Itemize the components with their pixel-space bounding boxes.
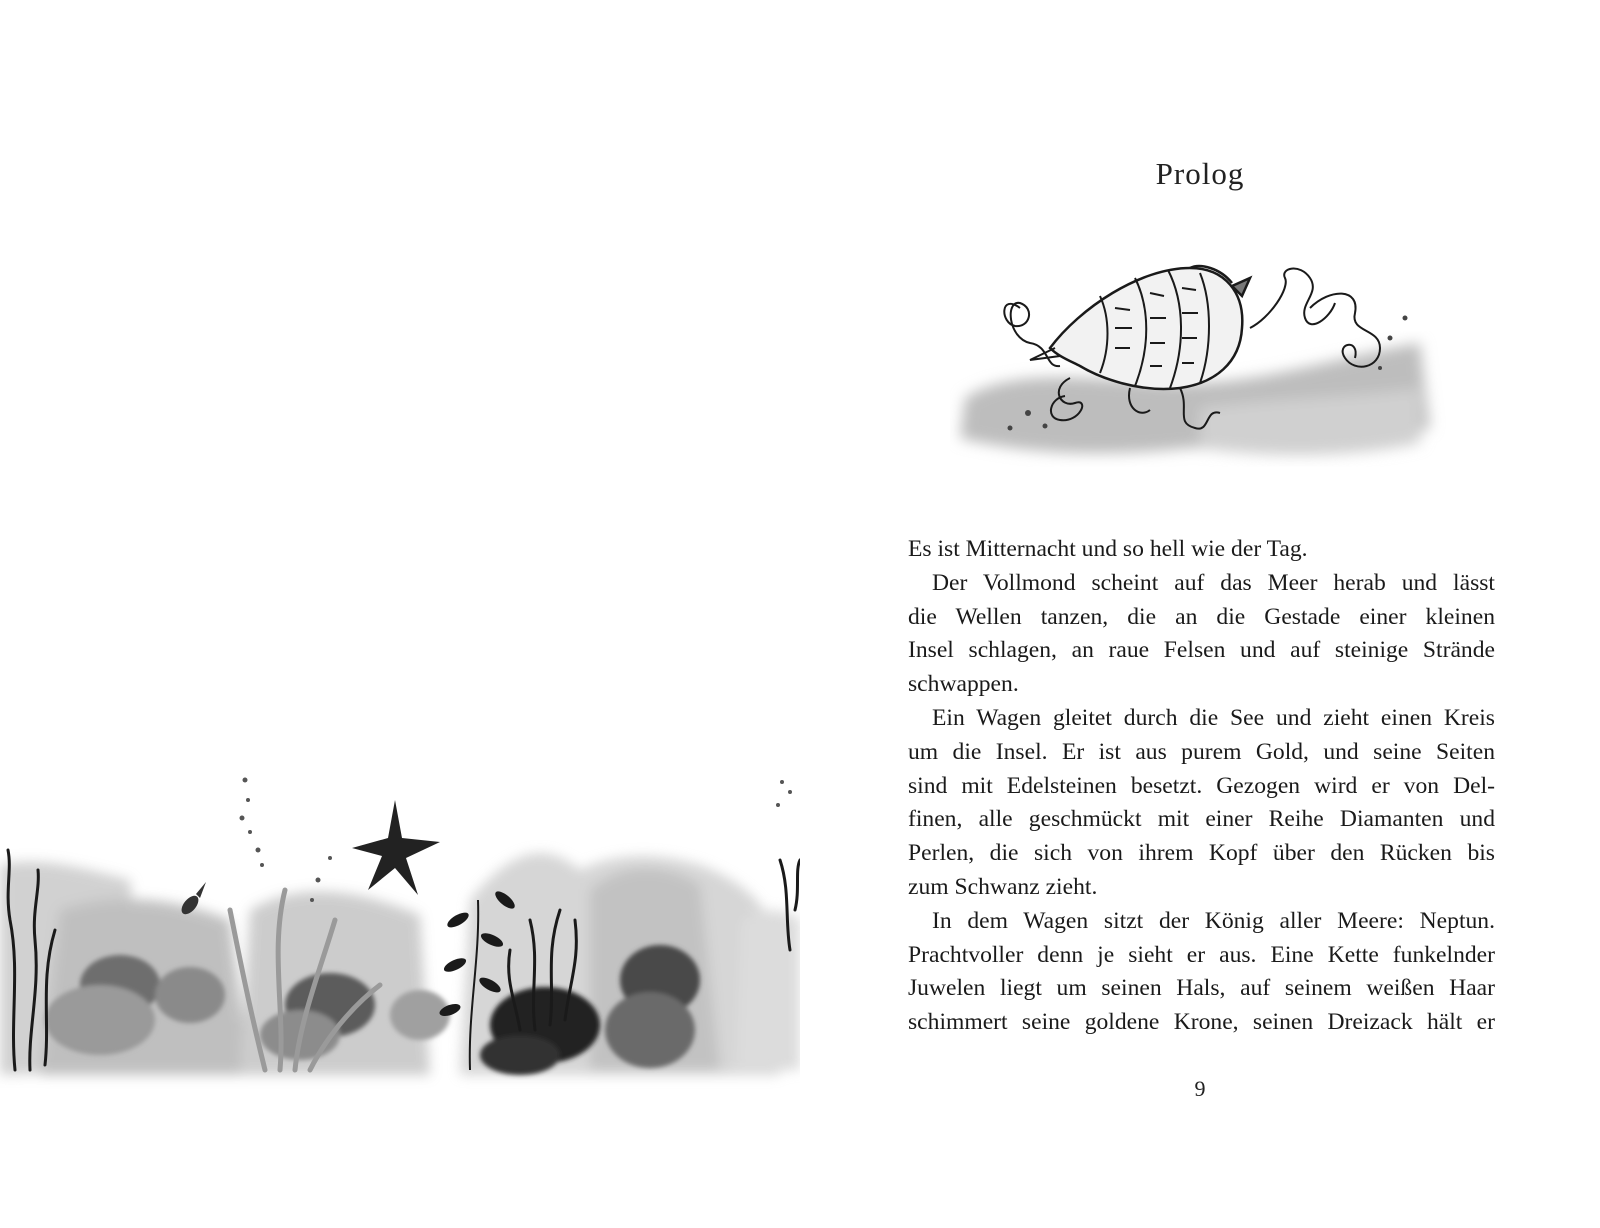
text-line: schwappen. xyxy=(908,671,1019,698)
text-line: sind mit Edelsteinen besetzt. Gezogen wird er von Del- xyxy=(908,772,1495,799)
text-line: Der Vollmond scheint auf das Meer herab und lässt xyxy=(932,569,1495,596)
text-line: Ein Wagen gleitet durch die See und zieht einen Kreis xyxy=(932,704,1495,731)
text-line: zum Schwanz zieht. xyxy=(908,873,1098,900)
text-line: In dem Wagen sitzt der König aller Meere: Neptun. xyxy=(932,907,1495,934)
seashell-illustration xyxy=(950,248,1450,488)
text-line: Es ist Mitternacht und so hell wie der Tag. xyxy=(908,536,1308,562)
text-line: finen, alle geschmückt mit einer Reihe Diamanten und xyxy=(908,806,1495,833)
text-line: schimmert seine goldene Krone, seinen Dreizack hält er xyxy=(908,1009,1495,1036)
prologue-text xyxy=(908,533,1495,1040)
text-line: die Wellen tanzen, die an die Gestade einer kleinen xyxy=(908,603,1495,630)
text-line: um die Insel. Er ist aus purem Gold, und seine Seiten xyxy=(908,738,1495,765)
text-line: Juwelen liegt um seinen Hals, auf seinem weißen Haar xyxy=(908,975,1495,1002)
page-number: 9 xyxy=(1194,1076,1206,1101)
text-line: Prachtvoller denn je sieht er aus. Eine Kette funkelnder xyxy=(908,941,1495,968)
text-line: Insel schlagen, an raue Felsen und auf steinige Strände xyxy=(908,637,1495,664)
text-line: Perlen, die sich von ihrem Kopf über den Rücken bis xyxy=(908,840,1495,867)
chapter-title: Prolog xyxy=(1155,156,1245,191)
seabed-illustration xyxy=(0,770,800,1110)
right-page xyxy=(800,0,1600,1228)
